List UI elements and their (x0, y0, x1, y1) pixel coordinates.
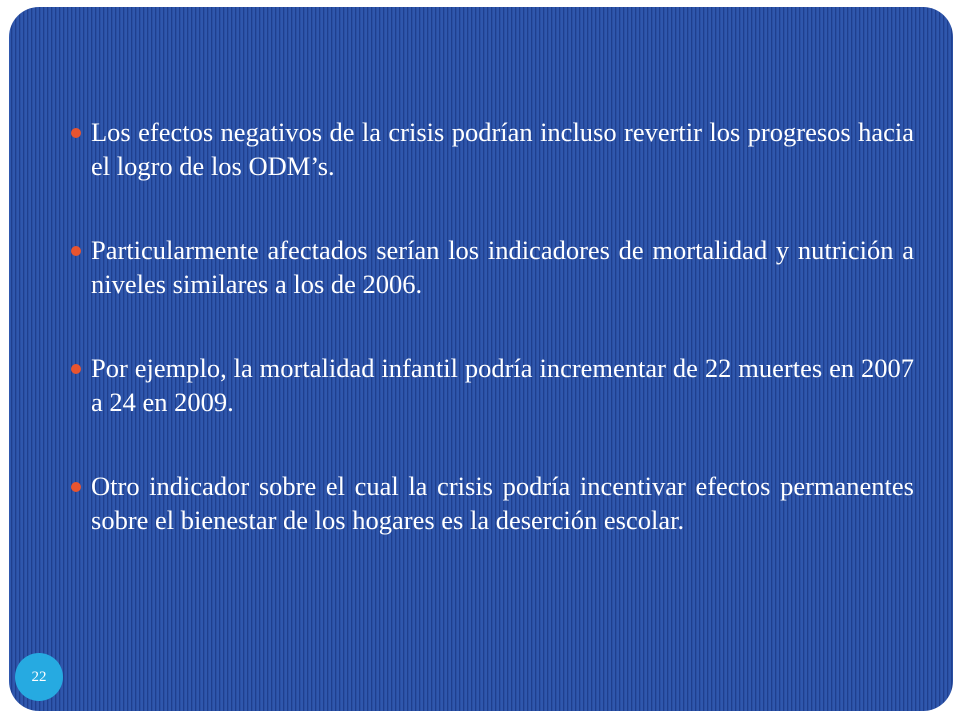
bullet-item (71, 233, 914, 301)
bullet-dot-icon (71, 482, 81, 492)
bullet-text: Particularmente afectados serían los indicadores de mortalidad y nutrición a niveles similares a los de 2006. (91, 235, 914, 299)
bullet-item (71, 351, 914, 419)
bullet-dot-icon (71, 246, 81, 256)
bullet-dot-icon (71, 128, 81, 138)
bullet-text: Otro indicador sobre el cual la crisis podría incentivar efectos permanentes sobre el bienestar de los hogares es la deserción escolar. (91, 471, 914, 535)
bullet-text: Por ejemplo, la mortalidad infantil podría incrementar de 22 muertes en 2007 a 24 en 2009. (91, 353, 914, 417)
bullet-list (71, 115, 914, 587)
bullet-dot-icon (71, 364, 81, 374)
bullet-item (71, 115, 914, 183)
bullet-item (71, 469, 914, 537)
bullet-text: Los efectos negativos de la crisis podrían incluso revertir los progresos hacia el logro de los ODM’s. (91, 117, 914, 181)
page-number-badge: 22 (15, 653, 63, 701)
slide (9, 7, 953, 711)
